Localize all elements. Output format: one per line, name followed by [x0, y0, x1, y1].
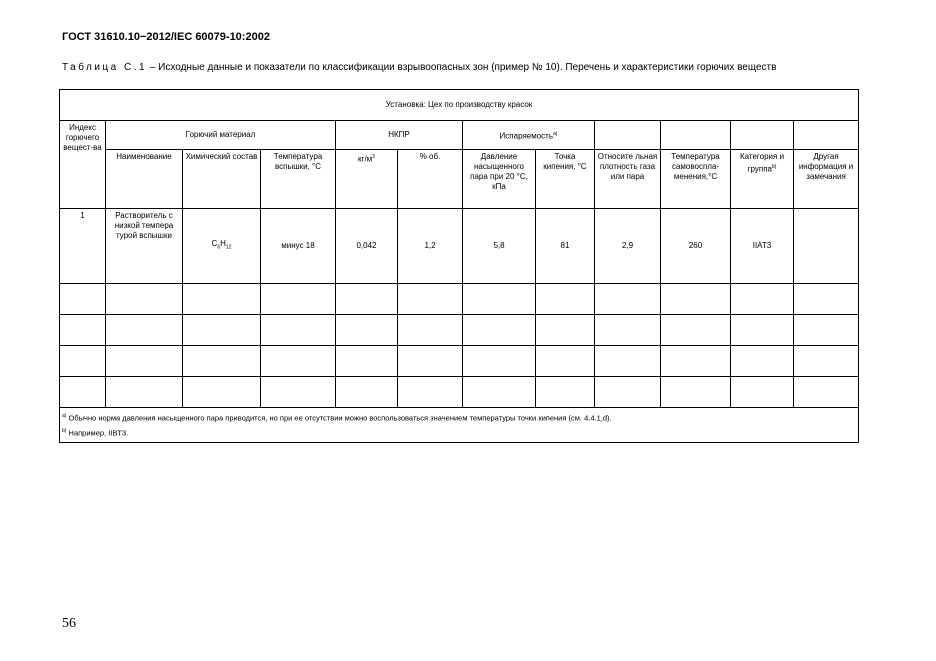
empty-header-cell: [731, 121, 794, 150]
cell-chemical: [183, 209, 261, 284]
note-a-mark: a): [62, 413, 67, 419]
caption-label: Таблица С.1: [62, 62, 148, 73]
installation-cell: Установка: Цех по производству красок: [60, 90, 859, 121]
empty-header-cell: [661, 121, 731, 150]
table-caption: [62, 62, 776, 73]
note-b-mark: b): [62, 427, 67, 434]
header-material: Горючий материал: [106, 121, 336, 150]
header-density: Относите льная плотность газа или пара: [595, 150, 661, 209]
page-number: 56: [62, 616, 76, 631]
kgm-sup: 3: [372, 154, 375, 160]
note-a-text: Обычно норма давления насыщенного пара приводится, но при ее отсутствии можно воспользоваться значением температуры точки кипения (см. 4.4.1,d).: [66, 413, 612, 423]
header-index: Индекс горючего вещест-ва: [60, 121, 106, 209]
cell-other: [794, 209, 859, 284]
chem-sub-6: 6: [217, 244, 221, 251]
note-a: [62, 410, 856, 425]
chem-sub-12: 12: [225, 244, 232, 251]
header-evaporability: [463, 121, 595, 150]
chem-c: C: [211, 239, 218, 249]
cell-pressure: 5,8: [463, 209, 536, 284]
category-label: Категория и группа: [739, 152, 785, 174]
table-row: [60, 315, 859, 346]
header-autoignition: Температура самовоспла-менения,°C: [661, 150, 731, 209]
header-pressure: Давление насыщенного пара при 20 °C, кПа: [463, 150, 536, 209]
chem-h: H: [220, 239, 226, 249]
header-other: Другая информация и замечания: [794, 150, 859, 209]
table-row: [60, 209, 859, 284]
empty-header-cell: [794, 121, 859, 150]
header-chemical: Химический состав: [183, 150, 261, 209]
category-note-mark: b): [771, 164, 777, 170]
header-boiling-point: Точка кипения, °C: [536, 150, 595, 209]
header-vol-percent: % об.: [398, 150, 463, 209]
cell-vol: 1,2: [398, 209, 463, 284]
cell-category: IIAT3: [731, 209, 794, 284]
doc-header: ГОСТ 31610.10−2012/IEC 60079-10:2002: [62, 31, 270, 43]
substances-table: [59, 89, 859, 443]
header-name: Наименование: [106, 150, 183, 209]
cell-boiling: 81: [536, 209, 595, 284]
evap-note-mark: a): [553, 130, 558, 137]
cell-flash-point: минус 18: [261, 209, 336, 284]
empty-header-cell: [595, 121, 661, 150]
note-b: [62, 425, 856, 440]
cell-kgm3: 0,042: [336, 209, 398, 284]
header-kgm3: [336, 150, 398, 209]
table-notes: [60, 408, 859, 443]
table-row: [60, 284, 859, 315]
caption-text: – Исходные данные и показатели по классификации взрывоопасных зон (пример № 10). Перечень и характеристики горючих веществ: [147, 62, 777, 73]
note-b-text: Например, IIBT3.: [66, 428, 129, 437]
evap-label: Испаряемость: [499, 131, 553, 141]
cell-density: 2,9: [595, 209, 661, 284]
header-category: [731, 150, 794, 209]
header-nkpr: НКПР: [336, 121, 463, 150]
cell-name: Растворитель с низкой темпера турой вспышки: [106, 209, 183, 284]
table-row: [60, 377, 859, 408]
cell-index: 1: [60, 209, 106, 284]
cell-autoignition: 260: [661, 209, 731, 284]
kgm-label: кг/м: [358, 154, 373, 164]
header-flash-point: Температура вспышки, °C: [261, 150, 336, 209]
table-row: [60, 346, 859, 377]
